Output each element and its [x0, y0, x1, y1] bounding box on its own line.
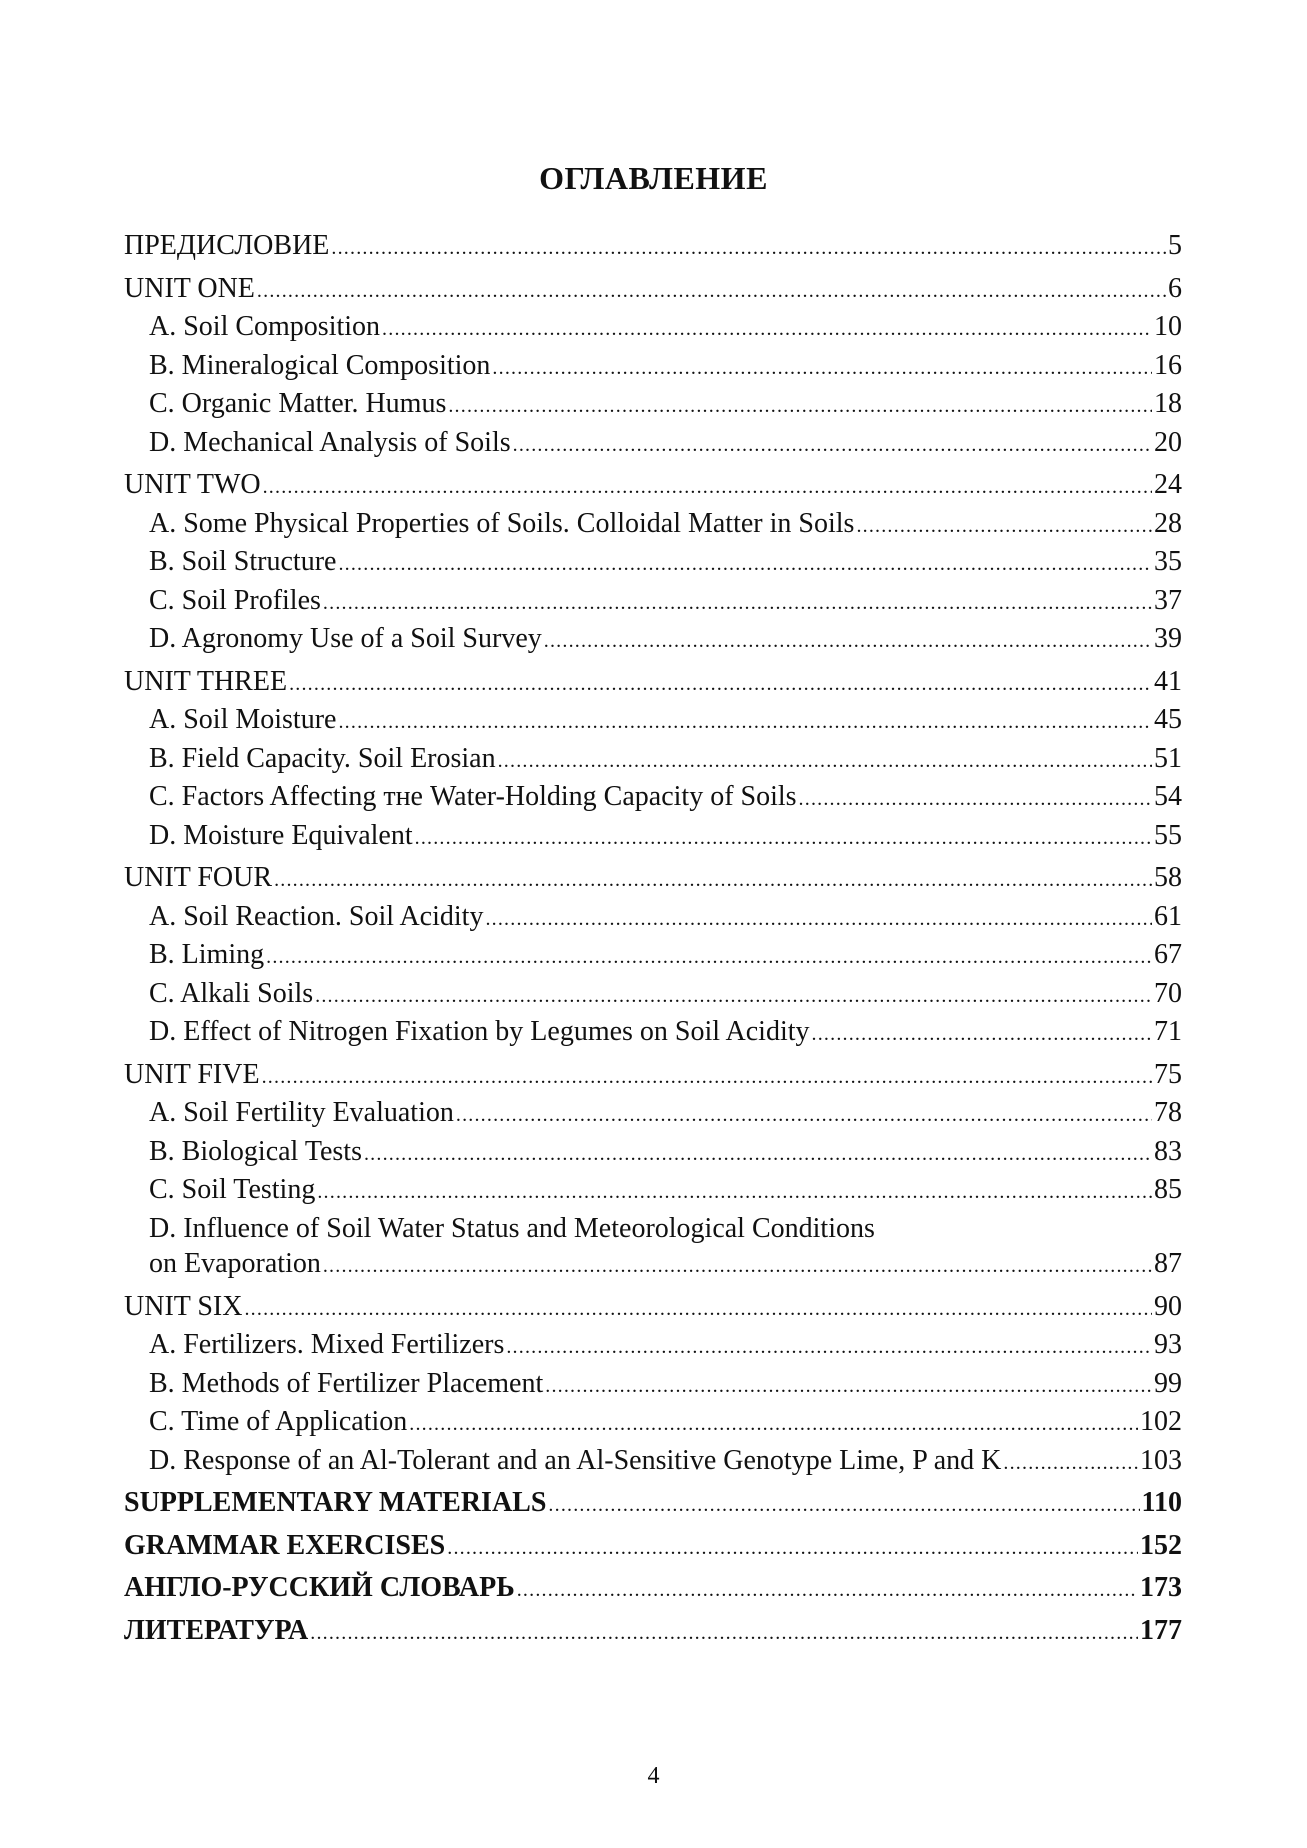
toc-entry-page: 61 [1154, 900, 1182, 932]
toc-entry[interactable] [124, 386, 1182, 425]
toc-entry-label: ПРЕДИСЛОВИЕ [124, 230, 330, 261]
toc-entry-label: ЛИТЕРАТУРА [124, 1614, 309, 1646]
toc-entry-page: 6 [1168, 272, 1182, 304]
toc-entry[interactable] [124, 1134, 1182, 1173]
toc-entry-label: D. Agronomy Use of a Soil Survey [149, 623, 542, 654]
toc-entry-supplementary-materials[interactable] [124, 1485, 1182, 1524]
toc-entry-page: 177 [1140, 1614, 1182, 1646]
dot-leader [338, 547, 1152, 583]
toc-entry-label: C. Organic Matter. Humus [149, 388, 447, 419]
toc-entry-page: 28 [1154, 507, 1182, 539]
toc-entry[interactable] [124, 1172, 1182, 1211]
dot-leader [485, 902, 1152, 938]
dot-leader [506, 1330, 1152, 1366]
dot-leader [1003, 1446, 1138, 1482]
toc-entry-page: 110 [1141, 1487, 1182, 1518]
toc-entry-label: B. Mineralogical Composition [149, 349, 491, 381]
toc-entry[interactable] [124, 348, 1182, 387]
toc-entry-page: 93 [1154, 1329, 1182, 1360]
dot-leader [266, 940, 1152, 976]
toc-entry[interactable] [124, 741, 1182, 780]
toc-entry-label: B. Liming [149, 939, 265, 970]
toc-entry-wrapped-continuation[interactable] [124, 1246, 1182, 1285]
toc-entry-label: UNIT TWO [124, 469, 261, 500]
dot-leader [317, 1175, 1152, 1211]
dot-leader [263, 470, 1152, 506]
toc-entry-label: A. Soil Composition [149, 311, 381, 342]
toc-entry-label: D. Mechanical Analysis of Soils [149, 426, 511, 458]
toc-entry-page: 71 [1154, 1016, 1182, 1047]
toc-entry-label: A. Soil Fertility Evaluation [149, 1097, 454, 1128]
toc-entry-page: 58 [1154, 862, 1182, 893]
toc-entry-label: A. Fertilizers. Mixed Fertilizers [149, 1329, 505, 1360]
toc-entry-label: A. Some Physical Properties of Soils. Colloidal Matter in Soils [149, 507, 855, 539]
toc-entry-label: B. Methods of Fertilizer Placement [149, 1367, 544, 1399]
toc-entry-label: UNIT FOUR [124, 862, 273, 893]
toc-entry-page: 75 [1154, 1058, 1182, 1090]
dot-leader [382, 312, 1152, 348]
toc-entry-page: 41 [1154, 665, 1182, 697]
toc-entry-label: GRAMMAR EXERCISES [124, 1529, 446, 1561]
dot-leader [545, 1369, 1152, 1405]
toc-entry-label: A. Soil Reaction. Soil Acidity [149, 900, 484, 932]
dot-leader [513, 428, 1152, 464]
toc-entry[interactable] [124, 506, 1182, 545]
toc-entry-page: 90 [1154, 1290, 1182, 1322]
toc-entry[interactable] [124, 937, 1182, 976]
toc-entry-label: C. Time of Application [149, 1406, 408, 1437]
toc-entry[interactable] [124, 544, 1182, 583]
dot-leader [364, 1137, 1152, 1173]
dot-leader [257, 274, 1166, 310]
table-of-contents [124, 228, 1182, 1651]
toc-entry-unit-four[interactable] [124, 860, 1182, 899]
toc-entry-page: 35 [1154, 546, 1182, 577]
toc-entry[interactable] [124, 621, 1182, 660]
toc-entry-page: 70 [1154, 977, 1182, 1009]
dot-leader [498, 744, 1152, 780]
dot-leader [262, 1060, 1152, 1096]
toc-entry-page: 39 [1154, 623, 1182, 654]
toc-entry-label: B. Field Capacity. Soil Erosian [149, 742, 496, 774]
dot-leader [244, 1292, 1152, 1328]
dot-leader [331, 231, 1166, 267]
toc-entry[interactable] [124, 309, 1182, 348]
toc-entry-label: UNIT FIVE [124, 1058, 260, 1090]
toc-entry-page: 54 [1154, 781, 1182, 812]
toc-entry-page: 173 [1140, 1572, 1182, 1603]
toc-entry-page: 18 [1154, 388, 1182, 419]
toc-entry-unit-five[interactable] [124, 1057, 1182, 1096]
dot-leader [315, 979, 1152, 1015]
dot-leader [409, 1407, 1138, 1443]
toc-entry-label: АНГЛО-РУССКИЙ СЛОВАРЬ [124, 1572, 515, 1603]
toc-entry-label: B. Biological Tests [149, 1135, 362, 1167]
toc-entry-preface[interactable] [124, 228, 1182, 267]
toc-entry[interactable] [124, 779, 1182, 818]
dot-leader [799, 782, 1152, 818]
dot-leader [323, 1249, 1152, 1285]
toc-entry-page: 45 [1154, 704, 1182, 735]
page-title: ОГЛАВЛЕНИЕ [539, 160, 768, 196]
toc-entry[interactable] [124, 425, 1182, 464]
toc-entry-label: D. Moisture Equivalent [149, 819, 413, 851]
toc-entry-label: UNIT SIX [124, 1290, 243, 1322]
toc-entry-label: D. Response of an Al-Tolerant and an Al-Sensitive Genotype Lime, P and K [149, 1444, 1002, 1476]
toc-entry[interactable] [124, 899, 1182, 938]
dot-leader [323, 586, 1152, 622]
toc-entry[interactable] [124, 1095, 1182, 1134]
toc-entry-page: 87 [1154, 1248, 1182, 1279]
toc-entry-unit-two[interactable] [124, 467, 1182, 506]
toc-entry-label: SUPPLEMENTARY MATERIALS [124, 1487, 547, 1518]
dot-leader [856, 509, 1152, 545]
toc-entry-grammar-exercises[interactable] [124, 1528, 1182, 1567]
toc-entry-label: UNIT THREE [124, 665, 288, 697]
dot-leader [544, 624, 1152, 660]
dot-leader [310, 1616, 1138, 1652]
toc-entry-label: C. Alkali Soils [149, 977, 314, 1009]
toc-entry[interactable] [124, 1366, 1182, 1405]
toc-entry[interactable] [124, 702, 1182, 741]
toc-entry-page: 103 [1140, 1444, 1182, 1476]
toc-entry-page: 16 [1154, 349, 1182, 381]
toc-entry-label: D. Effect of Nitrogen Fixation by Legumes on Soil Acidity [149, 1016, 810, 1047]
toc-entry-page: 24 [1154, 469, 1182, 500]
toc-entry-page: 51 [1154, 742, 1182, 774]
toc-entry[interactable] [124, 1327, 1182, 1366]
toc-entry[interactable] [124, 818, 1182, 857]
toc-entry-page: 10 [1154, 311, 1182, 342]
toc-entry-unit-three[interactable] [124, 664, 1182, 703]
dot-leader [548, 1488, 1139, 1524]
toc-entry-label: UNIT ONE [124, 272, 255, 304]
dot-leader [338, 705, 1152, 741]
toc-entry-literature[interactable] [124, 1613, 1182, 1652]
toc-entry-page: 5 [1168, 230, 1182, 261]
toc-entry-label: B. Soil Structure [149, 546, 337, 577]
dot-leader [517, 1573, 1138, 1609]
toc-entry-page: 67 [1154, 939, 1182, 970]
toc-entry-wrapped-first-line[interactable] [124, 1211, 1182, 1247]
toc-entry-page: 78 [1154, 1097, 1182, 1128]
toc-entry[interactable] [124, 1014, 1182, 1053]
toc-entry-label: on Evaporation [149, 1248, 321, 1279]
toc-entry-page: 37 [1154, 584, 1182, 616]
toc-entry-page: 102 [1140, 1406, 1182, 1437]
dot-leader [447, 1531, 1138, 1567]
toc-entry-label: C. Factors Affecting тне Water-Holding Capacity of Soils [149, 781, 797, 812]
dot-leader [274, 863, 1152, 899]
toc-entry-unit-six[interactable] [124, 1289, 1182, 1328]
toc-entry-unit-one[interactable] [124, 271, 1182, 310]
dot-leader [289, 667, 1152, 703]
toc-entry-label: C. Soil Profiles [149, 584, 321, 616]
page-number: 4 [647, 1763, 660, 1789]
dot-leader [415, 821, 1152, 857]
dot-leader [448, 389, 1152, 425]
toc-entry[interactable] [124, 583, 1182, 622]
toc-entry-page: 20 [1154, 426, 1182, 458]
dot-leader [492, 351, 1152, 387]
toc-entry-dictionary[interactable] [124, 1570, 1182, 1609]
toc-entry[interactable] [124, 976, 1182, 1015]
toc-entry-page: 55 [1154, 819, 1182, 851]
dot-leader [812, 1017, 1152, 1053]
dot-leader [456, 1098, 1152, 1134]
toc-entry-label: C. Soil Testing [149, 1174, 316, 1205]
toc-entry-page: 99 [1154, 1367, 1182, 1399]
toc-entry-page: 83 [1154, 1135, 1182, 1167]
toc-entry[interactable] [124, 1443, 1182, 1482]
toc-entry-page: 85 [1154, 1174, 1182, 1205]
toc-entry-label: D. Influence of Soil Water Status and Meteorological Conditions [149, 1212, 875, 1244]
toc-entry-label: A. Soil Moisture [149, 704, 337, 735]
toc-entry[interactable] [124, 1404, 1182, 1443]
toc-entry-page: 152 [1140, 1529, 1182, 1561]
